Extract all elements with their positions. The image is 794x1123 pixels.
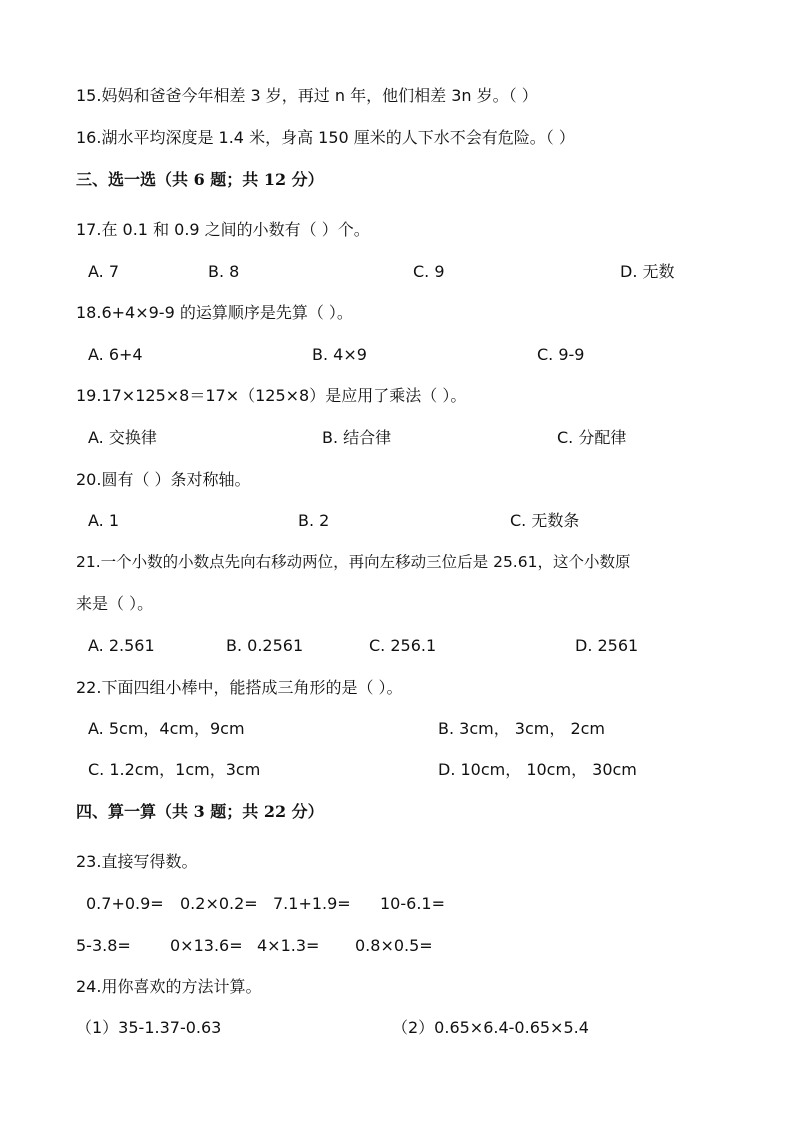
q24-part-1: （1）35-1.37-0.63 <box>76 1018 222 1037</box>
q24-part-2: （2）0.65×6.4-0.65×5.4 <box>392 1018 589 1037</box>
question-24: 24.用你喜欢的方法计算。 <box>76 977 262 996</box>
q20-option-a: A. 1 <box>88 511 120 530</box>
q21-option-b: B. 0.2561 <box>226 636 304 655</box>
q21-option-a: A. 2.561 <box>88 636 155 655</box>
question-23: 23.直接写得数。 <box>76 852 198 871</box>
q18-option-c: C. 9-9 <box>537 345 585 364</box>
q22-option-c: C. 1.2cm，1cm，3cm <box>88 760 261 779</box>
question-22: 22.下面四组小棒中，能搭成三角形的是（ ）。 <box>76 678 403 697</box>
section-4-heading: 四、算一算（共 3 题；共 22 分） <box>76 802 324 821</box>
q22-option-a: A. 5cm，4cm，9cm <box>88 719 245 738</box>
question-19: 19.17×125×8＝17×（125×8）是应用了乘法（ ）。 <box>76 386 467 405</box>
q19-option-b: B. 结合律 <box>322 428 392 447</box>
q19-option-a: A. 交换律 <box>88 428 157 447</box>
q17-option-a: A. 7 <box>88 262 120 281</box>
q17-option-b: B. 8 <box>208 262 240 281</box>
question-15: 15.妈妈和爸爸今年相差 3 岁，再过 n 年，他们相差 3n 岁。（ ） <box>76 86 538 105</box>
q17-option-d: D. 无数 <box>620 262 675 281</box>
q23-item-1: 0.7+0.9= <box>86 894 164 913</box>
question-17: 17.在 0.1 和 0.9 之间的小数有（ ）个。 <box>76 220 370 239</box>
q23-item-6: 0×13.6= <box>170 936 243 955</box>
q23-item-5: 5-3.8= <box>76 936 131 955</box>
q21-option-c: C. 256.1 <box>369 636 437 655</box>
q23-item-3: 7.1+1.9= <box>273 894 351 913</box>
question-21-line-1: 21.一个小数的小数点先向右移动两位，再向左移动三位后是 25.61，这个小数原 <box>76 553 631 571</box>
q22-option-d: D. 10cm， 10cm， 30cm <box>438 760 637 779</box>
question-20: 20.圆有（ ）条对称轴。 <box>76 470 251 489</box>
question-21-line-2: 来是（ ）。 <box>76 594 154 613</box>
q23-item-8: 0.8×0.5= <box>355 936 433 955</box>
q23-item-2: 0.2×0.2= <box>180 894 258 913</box>
question-18: 18.6+4×9-9 的运算顺序是先算（ ）。 <box>76 303 353 322</box>
section-3-heading: 三、选一选（共 6 题；共 12 分） <box>76 170 324 189</box>
q20-option-c: C. 无数条 <box>510 511 580 530</box>
q23-item-7: 4×1.3= <box>257 936 320 955</box>
question-16: 16.湖水平均深度是 1.4 米，身高 150 厘米的人下水不会有危险。（ ） <box>76 128 575 147</box>
q19-option-c: C. 分配律 <box>557 428 627 447</box>
q18-option-b: B. 4×9 <box>312 345 367 364</box>
q17-option-c: C. 9 <box>413 262 445 281</box>
q20-option-b: B. 2 <box>298 511 330 530</box>
q18-option-a: A. 6+4 <box>88 345 143 364</box>
q22-option-b: B. 3cm， 3cm， 2cm <box>438 719 606 738</box>
q21-option-d: D. 2561 <box>575 636 639 655</box>
q23-item-4: 10-6.1= <box>380 894 445 913</box>
